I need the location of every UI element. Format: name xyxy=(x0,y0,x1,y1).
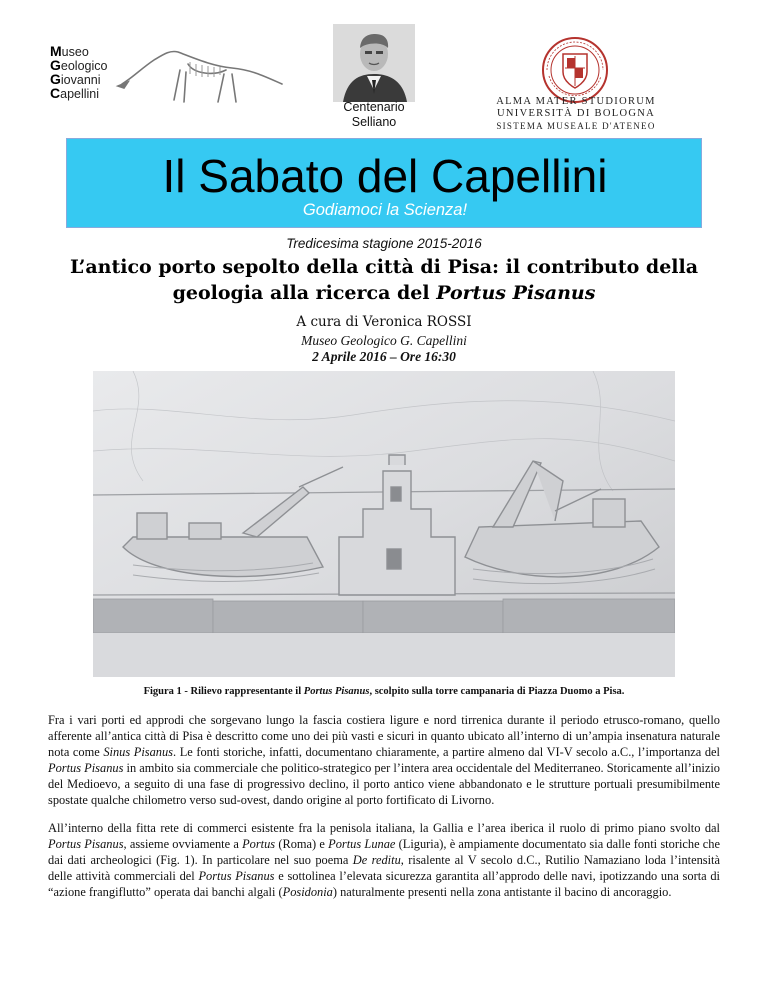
selli-portrait-photo xyxy=(333,24,415,102)
date-time: 2 Aprile 2016 – Ore 16:30 xyxy=(312,349,456,364)
logo-line-2: Geologico xyxy=(50,57,108,73)
paragraph-1: Fra i vari porti ed approdi che sorgevano lungo la fascia costiera ligure e nord tirrenica durante il periodo etrusco-romano, quello afferente all’antica città di Pisa è descritto come uno dei più vasti e sicuri in quanto ubicato all’interno di un’ampia insenatura naturale nota come Sinus Pisanus. Le fonti storiche, infatti, documentano chiaramente, a partire almeno dal VI-V secolo a.C., l’importanza del Portus Pisanus in ambito sia commerciale che politico-strategico per l’intera area occidentale del Mediterraneo. Storicamente all’inizio del Medioevo, a seguito di una fase di progressivo declino, il porto antico viene abbandonato e le strutture portuali presumibilmente spostate qualche chilometro verso sud-ovest, dando origine al porto fortificato di Livorno. xyxy=(48,713,720,807)
lecture-title-line-1: L’antico porto sepolto della città di Pisa: il contributo della xyxy=(69,256,699,278)
lecture-title-line-2: geologia alla ricerca del Portus Pisanus xyxy=(172,282,596,304)
university-line-3: SISTEMA MUSEALE D'ATENEO xyxy=(496,121,656,131)
curator: A cura di Veronica ROSSI xyxy=(296,314,472,330)
banner-title: Il Sabato del Capellini xyxy=(162,150,608,202)
logo-line-4: Capellini xyxy=(50,85,100,101)
caption-centenario: Centenario xyxy=(343,100,405,114)
university-line-2: UNIVERSITÀ DI BOLOGNA xyxy=(497,108,655,119)
university-seal-icon xyxy=(541,36,609,104)
paragraph-2: All’interno della fitta rete di commerci esistente fra la penisola italiana, la Gallia e l’area iberica il ruolo di primo piano svolto dal Portus Pisanus, assieme ovviamente a Portus (Roma) e Portus Lunae (Liguria), è ampiamente documentato sia dalle fonti storiche che dai dati archeologici (Fig. 1). In particolare nel suo poema De reditu, risalente al V secolo d.C., Rutilio Namaziano loda l’intensità delle attività commerciali del Portus Pisanus e sottolinea l’elevata sicurezza garantita all’approdo delle navi, ipotizzando una sorta di “azione frangiflutto” operata dai banchi algali (Posidonia) naturalmente presenti nella zona antistante il bacino di ancoraggio. xyxy=(48,821,721,899)
caption-selliano: Selliano xyxy=(351,115,397,129)
figure-caption: Figura 1 - Rilievo rappresentante il Portus Pisanus, scolpito sulla torre campanaria di Piazza Duomo a Pisa. xyxy=(143,686,625,697)
season-label: Tredicesima stagione 2015-2016 xyxy=(286,236,482,251)
museo-geologico-logo xyxy=(44,40,284,112)
portrait-caption xyxy=(318,100,430,130)
banner-subtitle: Godiamoci la Scienza! xyxy=(302,201,468,219)
venue: Museo Geologico G. Capellini xyxy=(301,333,467,348)
logo-line-1: Museo xyxy=(50,43,89,59)
event-series-banner xyxy=(66,138,702,228)
relief-photo xyxy=(93,371,675,677)
logo-line-3: Giovanni xyxy=(50,71,101,87)
dinosaur-skeleton-icon xyxy=(114,40,284,112)
university-line-1: ALMA MATER STUDIORUM xyxy=(496,96,656,107)
